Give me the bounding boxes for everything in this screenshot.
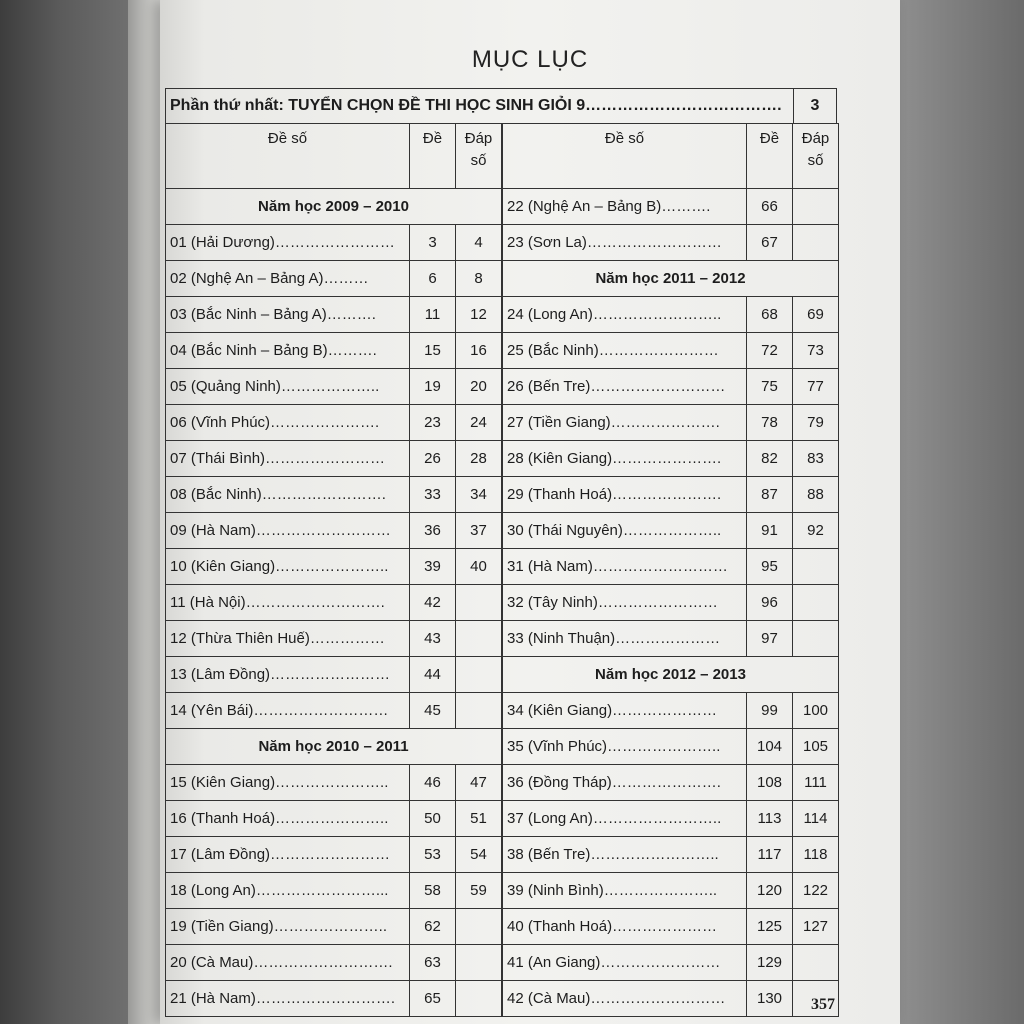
entry-de-page: 97 [747, 621, 793, 657]
entry-de-page: 75 [747, 369, 793, 405]
toc-entry-row [503, 225, 839, 261]
entry-dap-so-page: 54 [456, 837, 502, 873]
entry-name: 24 (Long An)…………………….. [503, 297, 747, 333]
entry-dap-so-page: 122 [793, 873, 839, 909]
entry-dap-so-page: 77 [793, 369, 839, 405]
entry-de-page: 11 [410, 297, 456, 333]
entry-dap-so-page: 12 [456, 297, 502, 333]
toc-entry-row [166, 837, 502, 873]
entry-dap-so-page: 69 [793, 297, 839, 333]
toc-entry-row [166, 909, 502, 945]
entry-de-page: 46 [410, 765, 456, 801]
entry-de-page: 62 [410, 909, 456, 945]
entry-dap-so-page: 40 [456, 549, 502, 585]
entry-name: 34 (Kiên Giang)………………… [503, 693, 747, 729]
toc-entry-row [166, 369, 502, 405]
entry-de-page: 96 [747, 585, 793, 621]
entry-de-page: 99 [747, 693, 793, 729]
year-group-row [503, 261, 839, 297]
entry-name: 09 (Hà Nam)……………………… [166, 513, 410, 549]
header-de-right: Đề [747, 124, 793, 189]
document-page [160, 0, 900, 1024]
toc-entry-row [503, 873, 839, 909]
entry-de-page: 120 [747, 873, 793, 909]
toc-entry-row [503, 297, 839, 333]
entry-de-page: 50 [410, 801, 456, 837]
toc-entry-row [166, 657, 502, 693]
entry-de-page: 87 [747, 477, 793, 513]
entry-dap-so-page: 59 [456, 873, 502, 909]
toc-entry-row [503, 981, 839, 1017]
toc-entry-row [166, 549, 502, 585]
entry-dap-so-page: 79 [793, 405, 839, 441]
entry-dap-so-page: 114 [793, 801, 839, 837]
entry-dap-so-page: 47 [456, 765, 502, 801]
toc-entry-row [166, 441, 502, 477]
toc-entry-row [503, 765, 839, 801]
entry-dap-so-page: 24 [456, 405, 502, 441]
entry-name: 02 (Nghệ An – Bảng A)……… [166, 261, 410, 297]
entry-dap-so-page: 92 [793, 513, 839, 549]
toc-entry-row [503, 549, 839, 585]
entry-de-page: 117 [747, 837, 793, 873]
toc-entry-row [503, 585, 839, 621]
toc-entry-row [503, 621, 839, 657]
toc-entry-row [166, 585, 502, 621]
entry-de-page: 113 [747, 801, 793, 837]
toc-entry-row [166, 261, 502, 297]
entry-de-page: 15 [410, 333, 456, 369]
entry-name: 18 (Long An)……………………... [166, 873, 410, 909]
entry-de-page: 45 [410, 693, 456, 729]
page-number: 357 [811, 996, 835, 1013]
entry-dap-so-page: 111 [793, 765, 839, 801]
toc-entry-row [166, 297, 502, 333]
entry-name: 28 (Kiên Giang)…………………. [503, 441, 747, 477]
entry-name: 05 (Quảng Ninh)……………….. [166, 369, 410, 405]
entry-de-page: 130 [747, 981, 793, 1017]
entry-name: 38 (Bến Tre)…………………….. [503, 837, 747, 873]
entry-name: 29 (Thanh Hoá)…………………. [503, 477, 747, 513]
toc-entry-row [503, 945, 839, 981]
entry-dap-so-page: 51 [456, 801, 502, 837]
toc-entry-row [166, 513, 502, 549]
entry-dap-so-page: 8 [456, 261, 502, 297]
entry-name: 41 (An Giang)…………………… [503, 945, 747, 981]
entry-name: 01 (Hải Dương)…………………… [166, 225, 410, 261]
entry-name: 11 (Hà Nội)………………………. [166, 585, 410, 621]
toc-entry-row [166, 225, 502, 261]
page-title: MỤC LỤC [471, 46, 589, 73]
entry-de-page: 3 [410, 225, 456, 261]
entry-name: 23 (Sơn La)……………………… [503, 225, 747, 261]
entry-de-page: 23 [410, 405, 456, 441]
entry-dap-so-page [793, 585, 839, 621]
entry-dap-so-page: 37 [456, 513, 502, 549]
entry-de-page: 43 [410, 621, 456, 657]
year-group-row [166, 729, 502, 765]
entry-name: 08 (Bắc Ninh)……………………. [166, 477, 410, 513]
entry-dap-so-page [456, 909, 502, 945]
toc-entry-row [166, 873, 502, 909]
toc-entry-row [503, 369, 839, 405]
entry-de-page: 36 [410, 513, 456, 549]
entry-de-page: 67 [747, 225, 793, 261]
entry-de-page: 104 [747, 729, 793, 765]
entry-name: 21 (Hà Nam)………………………. [166, 981, 410, 1017]
entry-dap-so-page [456, 621, 502, 657]
entry-name: 30 (Thái Nguyên)……………….. [503, 513, 747, 549]
toc-table [165, 88, 837, 1017]
entry-name: 19 (Tiền Giang)………………….. [166, 909, 410, 945]
entry-dap-so-page: 127 [793, 909, 839, 945]
entry-de-page: 125 [747, 909, 793, 945]
entry-name: 22 (Nghệ An – Bảng B)………. [503, 189, 747, 225]
toc-entry-row [166, 405, 502, 441]
entry-de-page: 91 [747, 513, 793, 549]
entry-name: 42 (Cà Mau)……………………… [503, 981, 747, 1017]
entry-name: 33 (Ninh Thuận)………………… [503, 621, 747, 657]
entry-name: 36 (Đồng Tháp)…………………. [503, 765, 747, 801]
entry-dap-so-page: 34 [456, 477, 502, 513]
entry-de-page: 39 [410, 549, 456, 585]
year-group-label: Năm học 2010 – 2011 [166, 729, 502, 765]
entry-de-page: 129 [747, 945, 793, 981]
entry-name: 35 (Vĩnh Phúc)………………….. [503, 729, 747, 765]
entry-name: 17 (Lâm Đồng)…………………… [166, 837, 410, 873]
entry-name: 16 (Thanh Hoá)………………….. [166, 801, 410, 837]
entry-dap-so-page [793, 225, 839, 261]
entry-de-page: 65 [410, 981, 456, 1017]
entry-de-page: 26 [410, 441, 456, 477]
header-de-so-right: Đề số [503, 124, 747, 189]
toc-left-column [165, 123, 502, 1017]
entry-dap-so-page: 4 [456, 225, 502, 261]
entry-name: 37 (Long An)…………………….. [503, 801, 747, 837]
toc-entry-row [166, 765, 502, 801]
toc-entry-row [503, 333, 839, 369]
book-spine [0, 0, 128, 1024]
entry-name: 27 (Tiền Giang)…………………. [503, 405, 747, 441]
entry-de-page: 68 [747, 297, 793, 333]
entry-name: 40 (Thanh Hoá)………………… [503, 909, 747, 945]
entry-dap-so-page [793, 945, 839, 981]
entry-name: 31 (Hà Nam)……………………… [503, 549, 747, 585]
year-group-row [503, 657, 839, 693]
entry-de-page: 63 [410, 945, 456, 981]
entry-dap-so-page [456, 657, 502, 693]
entry-de-page: 33 [410, 477, 456, 513]
entry-name: 15 (Kiên Giang)………………….. [166, 765, 410, 801]
entry-name: 26 (Bến Tre)……………………… [503, 369, 747, 405]
entry-name: 10 (Kiên Giang)………………….. [166, 549, 410, 585]
header-dap-so: Đáp số [456, 124, 502, 189]
entry-dap-so-page: 105 [793, 729, 839, 765]
entry-name: 39 (Ninh Bình)………………….. [503, 873, 747, 909]
toc-entry-row [166, 477, 502, 513]
entry-name: 04 (Bắc Ninh – Bảng B)………. [166, 333, 410, 369]
entry-de-page: 53 [410, 837, 456, 873]
header-de: Đề [410, 124, 456, 189]
toc-entry-row [503, 909, 839, 945]
entry-dap-so-page [456, 693, 502, 729]
toc-entry-row [503, 693, 839, 729]
toc-entry-row [166, 981, 502, 1017]
entry-dap-so-page [793, 189, 839, 225]
entry-dap-so-page: 118 [793, 837, 839, 873]
entry-name: 07 (Thái Bình)…………………… [166, 441, 410, 477]
header-dap-so-right: Đáp số [793, 124, 839, 189]
toc-entry-row [503, 801, 839, 837]
entry-dap-so-page [456, 585, 502, 621]
entry-dap-so-page: 83 [793, 441, 839, 477]
year-group-label: Năm học 2012 – 2013 [503, 657, 839, 693]
entry-name: 13 (Lâm Đồng)…………………… [166, 657, 410, 693]
toc-entry-row [166, 945, 502, 981]
entry-de-page: 108 [747, 765, 793, 801]
toc-entry-row [503, 513, 839, 549]
entry-de-page: 82 [747, 441, 793, 477]
toc-entry-row [503, 405, 839, 441]
entry-de-page: 44 [410, 657, 456, 693]
entry-dap-so-page: 16 [456, 333, 502, 369]
entry-de-page: 6 [410, 261, 456, 297]
toc-entry-row [503, 837, 839, 873]
entry-dap-so-page [793, 549, 839, 585]
year-group-row [166, 189, 502, 225]
toc-entry-row [503, 729, 839, 765]
entry-name: 20 (Cà Mau)………………………. [166, 945, 410, 981]
toc-entry-row [503, 189, 839, 225]
header-de-so: Đề số [166, 124, 410, 189]
entry-dap-so-page [793, 621, 839, 657]
entry-name: 06 (Vĩnh Phúc)…………………. [166, 405, 410, 441]
toc-entry-row [503, 477, 839, 513]
entry-name: 03 (Bắc Ninh – Bảng A)………. [166, 297, 410, 333]
toc-entry-row [503, 441, 839, 477]
entry-name: 25 (Bắc Ninh)…………………… [503, 333, 747, 369]
entry-dap-so-page: 73 [793, 333, 839, 369]
toc-right-column [502, 123, 839, 1017]
background-shadow [900, 0, 1024, 1024]
entry-name: 12 (Thừa Thiên Huế)…………… [166, 621, 410, 657]
toc-entry-row [166, 333, 502, 369]
entry-dap-so-page [456, 945, 502, 981]
part-one-label: Phần thứ nhất: TUYỂN CHỌN ĐỀ THI HỌC SINH GIỎI 9………………………………. [170, 97, 782, 114]
entry-dap-so-page: 28 [456, 441, 502, 477]
entry-de-page: 58 [410, 873, 456, 909]
entry-de-page: 72 [747, 333, 793, 369]
entry-dap-so-page [456, 981, 502, 1017]
entry-dap-so-page: 88 [793, 477, 839, 513]
entry-dap-so-page: 100 [793, 693, 839, 729]
toc-entry-row [166, 621, 502, 657]
entry-de-page: 95 [747, 549, 793, 585]
part-one-page: 3 [793, 89, 836, 123]
part-one-row [165, 88, 837, 123]
entry-name: 14 (Yên Bái)……………………… [166, 693, 410, 729]
entry-de-page: 66 [747, 189, 793, 225]
entry-name: 32 (Tây Ninh)…………………… [503, 585, 747, 621]
entry-dap-so-page: 20 [456, 369, 502, 405]
year-group-label: Năm học 2011 – 2012 [503, 261, 839, 297]
toc-entry-row [166, 801, 502, 837]
year-group-label: Năm học 2009 – 2010 [166, 189, 502, 225]
entry-de-page: 42 [410, 585, 456, 621]
entry-de-page: 78 [747, 405, 793, 441]
toc-entry-row [166, 693, 502, 729]
entry-de-page: 19 [410, 369, 456, 405]
